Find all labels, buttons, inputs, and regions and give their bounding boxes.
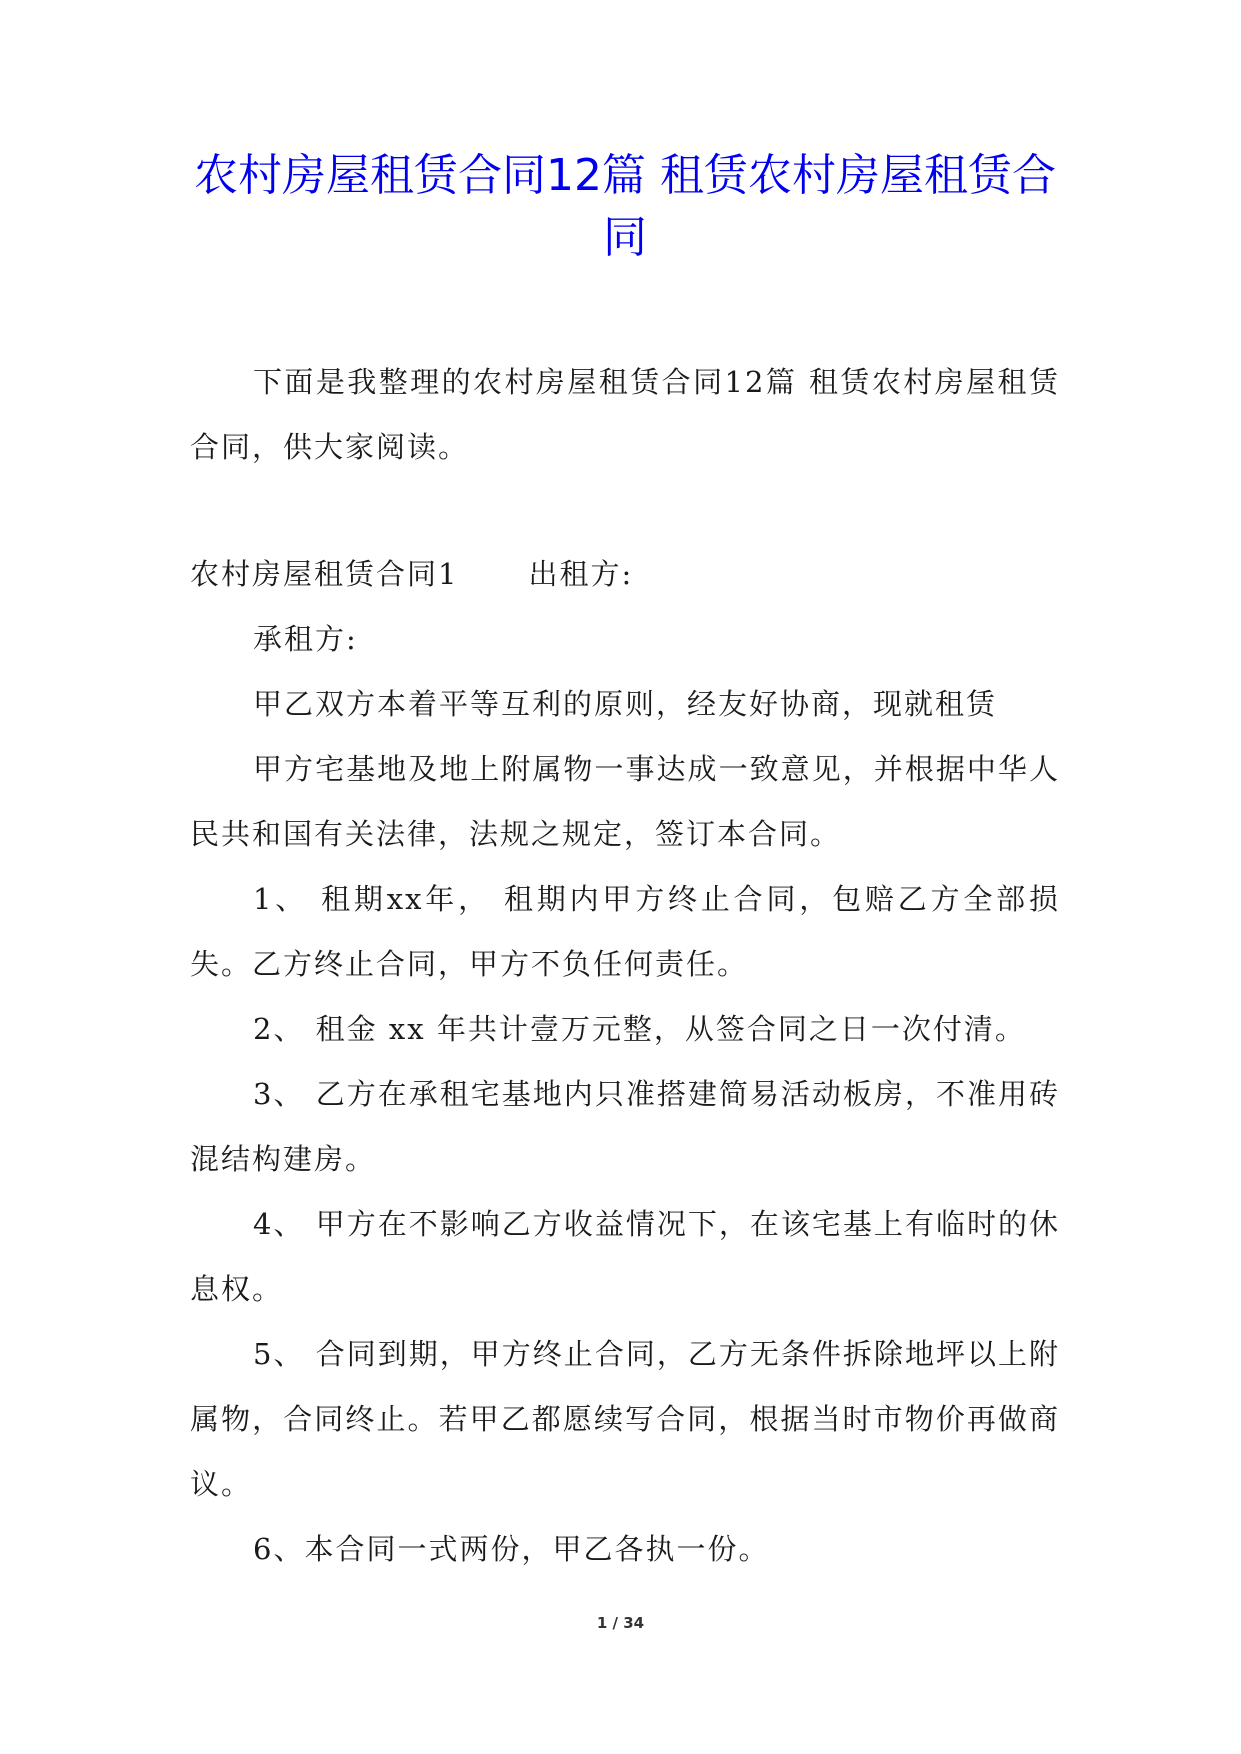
contract-clause-3: 3、 乙方在承租宅基地内只准搭建简易活动板房，不准用砖混结构建房。 — [190, 1077, 1060, 1176]
contract-paragraph: 甲乙双方本着平等互利的原则，经友好协商，现就租赁 — [253, 687, 998, 721]
contract-clause-4: 4、 甲方在不影响乙方收益情况下，在该宅基上有临时的休息权。 — [190, 1207, 1060, 1306]
lessor-label: 出租方: — [528, 557, 634, 591]
lessee-label: 承租方: — [253, 622, 358, 656]
section-heading: 农村房屋租赁合同1 — [190, 557, 459, 591]
contract-clause-6: 6、本合同一式两份，甲乙各执一份。 — [253, 1532, 770, 1566]
document-body — [190, 350, 1060, 1582]
contract-clause-5: 5、 合同到期，甲方终止合同，乙方无条件拆除地坪以上附属物，合同终止。若甲乙都愿续写合同，根据当时市物价再做商议。 — [190, 1337, 1060, 1501]
section-heading-line — [190, 542, 1060, 607]
page-number: 1 / 34 — [596, 1614, 645, 1632]
contract-clause-2: 2、 租金 xx 年共计壹万元整，从签合同之日一次付清。 — [253, 1012, 1026, 1046]
contract-paragraph: 甲方宅基地及地上附属物一事达成一致意见，并根据中华人民共和国有关法律，法规之规定，签订本合同。 — [190, 752, 1060, 851]
intro-paragraph: 下面是我整理的农村房屋租赁合同12篇 租赁农村房屋租赁合同，供大家阅读。 — [190, 365, 1060, 464]
contract-clause-1: 1、 租期xx年， 租期内甲方终止合同，包赔乙方全部损失。乙方终止合同，甲方不负任何责任。 — [190, 882, 1060, 981]
page-title: 农村房屋租赁合同12篇 租赁农村房屋租赁合同 — [194, 150, 1056, 263]
